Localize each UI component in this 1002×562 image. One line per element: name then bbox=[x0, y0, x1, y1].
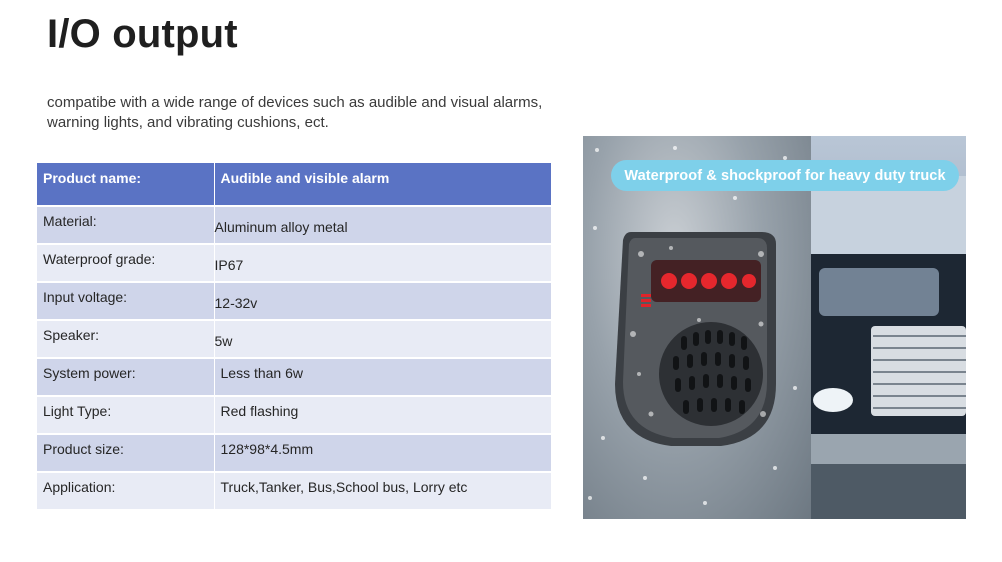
row-value-text: Truck,Tanker, Bus,School bus, Lorry etc bbox=[220, 479, 468, 495]
table-header-row bbox=[37, 163, 552, 206]
spec-table bbox=[37, 163, 552, 511]
row-value bbox=[214, 434, 552, 472]
row-value-text: 128*98*4.5mm bbox=[220, 441, 314, 457]
product-photo bbox=[583, 136, 966, 519]
table-row bbox=[37, 320, 552, 358]
row-value bbox=[214, 472, 552, 510]
row-value-text: 12-32v bbox=[214, 295, 258, 311]
truck-illustration bbox=[811, 176, 966, 519]
page-title: I/O output bbox=[47, 12, 238, 56]
row-label: Light Type: bbox=[37, 396, 214, 434]
page-description: compatibe with a wide range of devices such as audible and visual alarms, warning lights, and vibrating cushions, ect. bbox=[47, 94, 543, 131]
table-row bbox=[37, 396, 552, 434]
row-value bbox=[214, 320, 552, 358]
table-row bbox=[37, 282, 552, 320]
row-value bbox=[214, 206, 552, 244]
row-label: System power: bbox=[37, 358, 214, 396]
row-value bbox=[214, 244, 552, 282]
table-row bbox=[37, 434, 552, 472]
row-value bbox=[214, 282, 552, 320]
table-row bbox=[37, 206, 552, 244]
row-value bbox=[214, 396, 552, 434]
row-value-text: 5w bbox=[214, 333, 233, 349]
row-value-text: Aluminum alloy metal bbox=[214, 219, 348, 235]
row-value bbox=[214, 358, 552, 396]
row-value-text: Less than 6w bbox=[220, 365, 303, 381]
table-row bbox=[37, 244, 552, 282]
row-label: Waterproof grade: bbox=[37, 244, 214, 282]
table-row bbox=[37, 358, 552, 396]
row-label: Application: bbox=[37, 472, 214, 510]
row-value-text: IP67 bbox=[214, 257, 244, 273]
row-label: Input voltage: bbox=[37, 282, 214, 320]
alarm-device-illustration bbox=[611, 224, 781, 454]
row-label: Product size: bbox=[37, 434, 214, 472]
header-label: Product name: bbox=[37, 163, 214, 206]
row-label: Speaker: bbox=[37, 320, 214, 358]
table-row bbox=[37, 472, 552, 510]
row-value-text: Red flashing bbox=[220, 403, 299, 419]
row-label: Material: bbox=[37, 206, 214, 244]
header-value: Audible and visible alarm bbox=[214, 163, 552, 206]
photo-banner: Waterproof & shockproof for heavy duty truck bbox=[611, 160, 959, 191]
